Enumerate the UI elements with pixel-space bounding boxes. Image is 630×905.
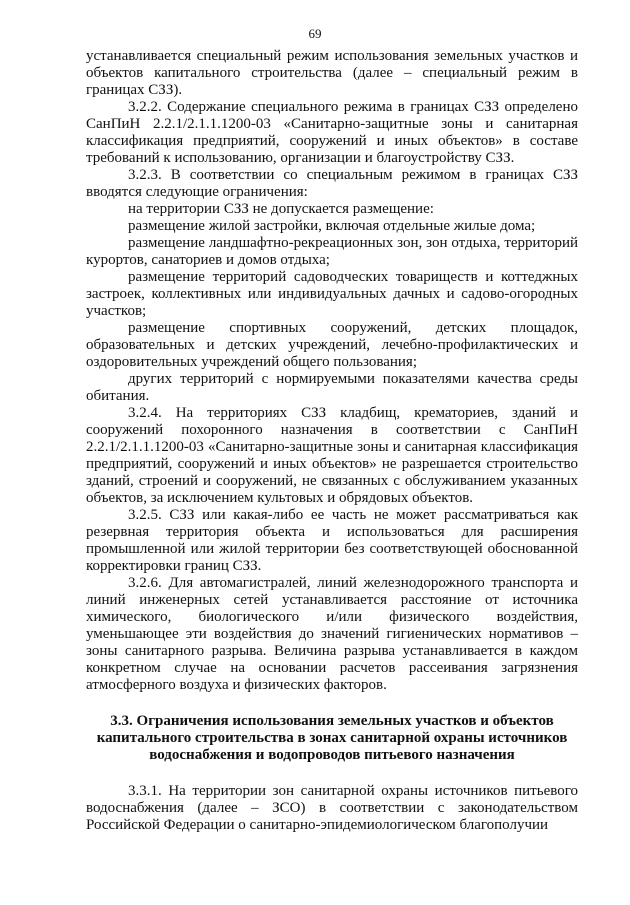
restriction-item: размещение территорий садоводческих товариществ и коттеджных застроек, коллективных или индивидуальных дачных и садово-огородных участков; (86, 269, 578, 319)
heading-line: 3.3. Ограничения использования земельных участков и объектов (110, 713, 554, 729)
paragraph-3-3-1: 3.3.1. На территории зон санитарной охраны источников питьевого водоснабжения (далее – ЗСО) в соответствии с законодательством Российской Федерации о санитарно-эпидемиологическом благополучии (86, 783, 578, 833)
restriction-item: размещение жилой застройки, включая отдельные жилые дома; (128, 218, 536, 234)
paragraph-continuation: устанавливается специальный режим использования земельных участков и объектов капитального строительства (далее – специальный режим в границах СЗЗ). (86, 48, 578, 98)
heading-line: капитального строительства в зонах санитарной охраны источников (96, 730, 568, 746)
paragraph-3-2-5: 3.2.5. СЗЗ или какая-либо ее часть не может рассматриваться как резервная территория объекта и использоваться для расширения промышленной или жилой территории без соответствующей обоснованной корректировки границ СЗЗ. (86, 507, 578, 574)
paragraph-3-2-2: 3.2.2. Содержание специального режима в границах СЗЗ определено СанПиН 2.2.1/2.1.1.1200-03 «Санитарно-защитные зоны и санитарная классификация предприятий, сооружений и иных объектов» в составе требований к использованию, организации и благоустройству СЗЗ. (86, 99, 578, 166)
paragraph-3-2-6: 3.2.6. Для автомагистралей, линий железнодорожного транспорта и линий инженерных сетей устанавливается расстояние от источника химического, биологического и/или физического воздействия, уменьшающее эти воздействия до значений гигиенических нормативов – зоны санитарного разрыва. Величина разрыва устанавливается в каждом конкретном случае на основании расчетов рассеивания загрязнения атмосферного воздуха и физических факторов. (86, 575, 578, 693)
document-body (86, 48, 578, 834)
restriction-item: других территорий с нормируемыми показателями качества среды обитания. (86, 371, 578, 404)
paragraph-3-2-4: 3.2.4. На территориях СЗЗ кладбищ, крематориев, зданий и сооружений похоронного назначения в соответствии с СанПиН 2.2.1/2.1.1.1200-03 «Санитарно-защитные зоны и санитарная классификация предприятий, сооружений и иных объектов» не разрешается строительство зданий, строений и сооружений, не связанных с обслуживанием указанных объектов, за исключением культовых и обрядовых объектов. (86, 405, 578, 506)
restriction-item: размещение ландшафтно-рекреационных зон, зон отдыха, территорий курортов, санаториев и домов отдыха; (86, 235, 578, 268)
heading-line: водоснабжения и водопроводов питьевого назначения (149, 747, 515, 763)
page-number: 69 (308, 26, 322, 41)
paragraph-3-2-3: 3.2.3. В соответствии со специальным режимом в границах СЗЗ вводятся следующие ограничения: (86, 167, 578, 200)
restriction-intro: на территории СЗЗ не допускается размещение: (128, 201, 434, 217)
section-heading-3-3 (86, 713, 578, 764)
restriction-item: размещение спортивных сооружений, детских площадок, образовательных и детских учреждений, лечебно-профилактических и оздоровительных учреждений общего пользования; (86, 320, 578, 370)
